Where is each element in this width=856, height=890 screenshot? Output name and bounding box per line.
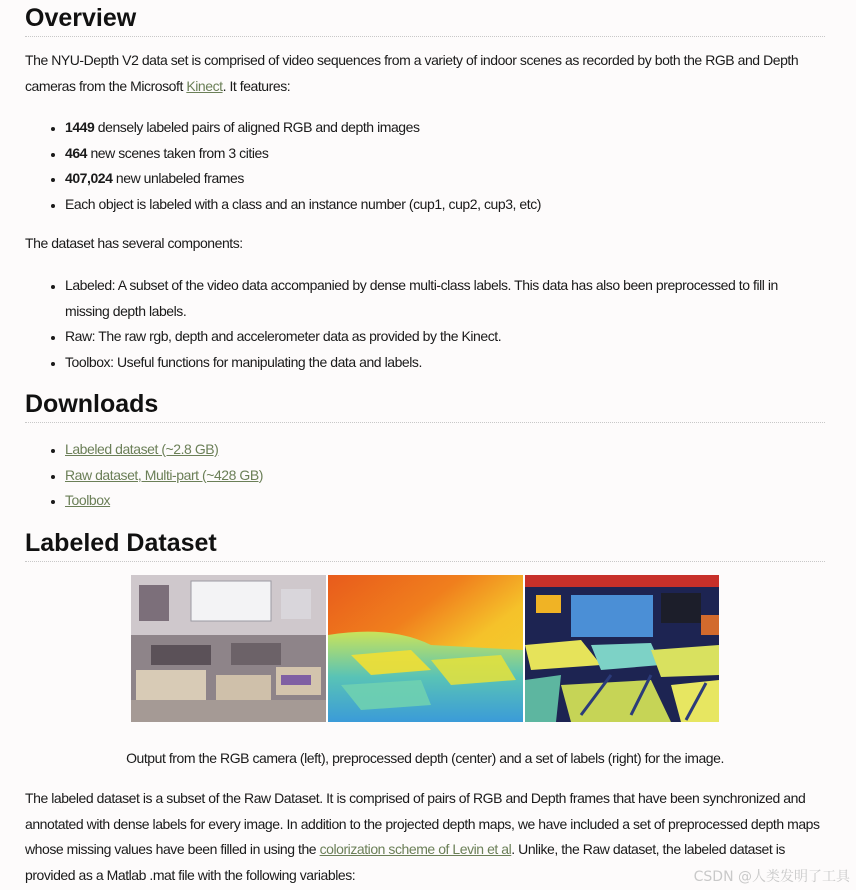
- toolbox-link[interactable]: Toolbox: [65, 492, 111, 508]
- labeled-description: The labeled dataset is a subset of the Raw Dataset. It is comprised of pairs of RGB and Depth frames that have been synchronized and annotated with dense labels for every image. In addition to the projected depth maps, we have included a set of preprocessed depth maps whose missing values have been filled in using the colorization scheme of Levin et al. Unlike, the Raw dataset, the labeled dataset is provided as a Matlab .mat file with the following variables:: [25, 790, 820, 883]
- raw-dataset-link[interactable]: Raw dataset, Multi-part (~428 GB): [65, 466, 263, 483]
- list-item: • 464 new scenes taken from 3 cities: [65, 141, 825, 167]
- csdn-watermark: CSDN @人类发明了工具: [693, 869, 850, 885]
- features-list: [25, 115, 825, 217]
- list-item: [65, 463, 825, 489]
- list-item: • 407,024 new unlabeled frames: [65, 166, 825, 192]
- list-item: • Labeled: A subset of the video data accompanied by dense multi-class labels. This data has also been preprocessed to fill in missing depth labels.: [65, 273, 825, 324]
- rgb-depth-labels-figure: [131, 575, 719, 722]
- depth-image: [328, 575, 523, 722]
- components-list: [25, 273, 825, 375]
- figure-caption: Output from the RGB camera (left), preprocessed depth (center) and a set of labels (right) for the image.: [126, 750, 724, 766]
- levin-colorization-link[interactable]: colorization scheme of Levin et al: [319, 841, 512, 857]
- kinect-link[interactable]: Kinect: [186, 77, 223, 94]
- list-item: • Each object is labeled with a class and an instance number (cup1, cup2, cup3, etc): [65, 192, 825, 218]
- overview-intro: The NYU-Depth V2 data set is comprised of video sequences from a variety of indoor scenes as recorded by both the RGB and Depth cameras from the Microsoft Kinect. It features:: [25, 52, 799, 94]
- labeled-dataset-link[interactable]: Labeled dataset (~2.8 GB): [65, 441, 219, 457]
- list-item: • 1449 densely labeled pairs of aligned RGB and depth images: [65, 115, 825, 141]
- labels-image: [525, 575, 719, 722]
- labeled-dataset-heading: Labeled Dataset: [25, 529, 825, 562]
- overview-heading: Overview: [25, 4, 825, 37]
- list-item: [65, 437, 825, 463]
- downloads-heading: Downloads: [25, 390, 825, 423]
- components-intro: The dataset has several components:: [25, 235, 243, 251]
- rgb-image: [131, 575, 326, 722]
- list-item: • Raw: The raw rgb, depth and accelerometer data as provided by the Kinect.: [65, 324, 825, 350]
- list-item: [65, 488, 825, 514]
- list-item: • Toolbox: Useful functions for manipulating the data and labels.: [65, 350, 825, 376]
- downloads-list: [25, 437, 825, 514]
